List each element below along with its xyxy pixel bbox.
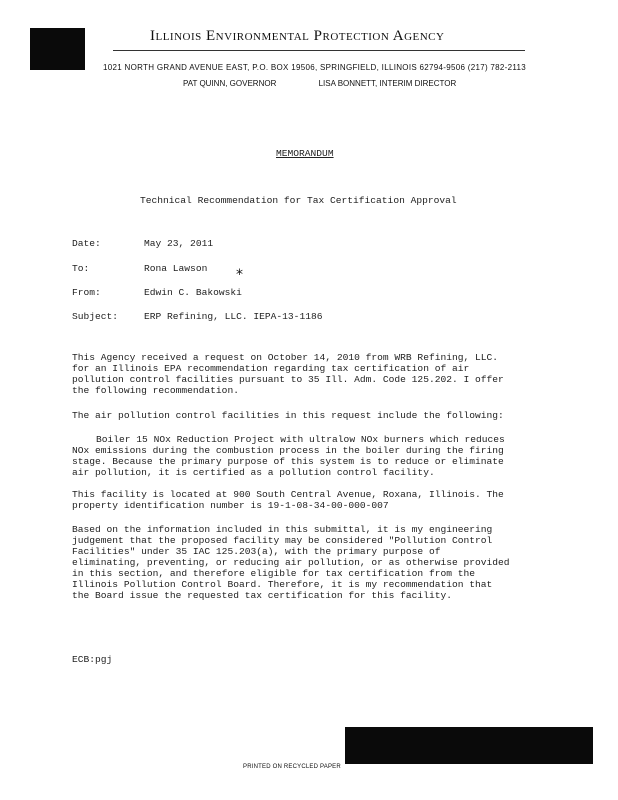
paragraph-recommendation: Based on the information included in this submittal, it is my engineering judgement that the proposed facility may be considered "Pollution Control Facilities" under 35 IAC 125.203(a), with the primary purpose of eliminating, preventing, or reducing air pollution, or as otherwise provided in this section, and therefore eligible for tax certification from the Illinois Pollution Control Board. Therefore, it is my recommendation that the Board issue the requested tax certification for this facility. bbox=[72, 524, 510, 601]
redacted-logo-block bbox=[30, 28, 85, 70]
memo-field-date bbox=[72, 238, 213, 249]
handwritten-mark: * bbox=[236, 267, 243, 283]
field-label: Date: bbox=[72, 238, 101, 249]
memo-field-to bbox=[72, 263, 207, 274]
director-name: LISA BONNETT, INTERIM DIRECTOR bbox=[318, 79, 457, 88]
field-label: Subject: bbox=[72, 311, 119, 322]
memo-subject-title: Technical Recommendation for Tax Certification Approval bbox=[140, 195, 457, 206]
field-value: May 23, 2011 bbox=[144, 238, 214, 249]
paragraph-request: This Agency received a request on October 14, 2010 from WRB Refining, LLC. for an Illinois EPA recommendation regarding tax certification of air pollution control facilities pursuant to 35 Ill. Adm. Code 125.202. I offer the following recommendation. bbox=[72, 352, 504, 396]
paragraph-boiler-project: Boiler 15 NOx Reduction Project with ultralow NOx burners which reduces NOx emissions during the combustion process in the boiler during the firing stage. Because the primary purpose of this system is to reduce or eliminate air pollution, it is certified as a pollution control facility. bbox=[72, 434, 505, 478]
paragraph-location: This facility is located at 900 South Central Avenue, Roxana, Illinois. The property identification number is 19-1-08-34-00-000-007 bbox=[72, 489, 504, 511]
field-value: Rona Lawson bbox=[144, 263, 208, 274]
memo-field-subject bbox=[72, 311, 322, 322]
paragraph-facilities-intro: The air pollution control facilities in this request include the following: bbox=[72, 410, 504, 421]
field-label: From: bbox=[72, 287, 101, 298]
memo-field-from bbox=[72, 287, 242, 298]
recycled-paper-note: PRINTED ON RECYCLED PAPER bbox=[243, 764, 341, 770]
governor-name: PAT QUINN, GOVERNOR bbox=[183, 79, 277, 88]
header-rule bbox=[113, 50, 525, 51]
agency-name: Illinois Environmental Protection Agency bbox=[150, 28, 445, 44]
agency-address: 1021 NORTH GRAND AVENUE EAST, P.O. BOX 19506, SPRINGFIELD, ILLINOIS 62794-9506 (217) 782-2113 bbox=[103, 63, 527, 72]
officials-line bbox=[183, 79, 456, 88]
memo-heading: MEMORANDUM bbox=[276, 148, 334, 159]
field-value: Edwin C. Bakowski bbox=[144, 287, 242, 298]
field-value: ERP Refining, LLC. IEPA-13-1186 bbox=[144, 311, 323, 322]
typist-initials: ECB:pgj bbox=[72, 654, 113, 665]
redaction-box bbox=[345, 727, 593, 764]
field-label: To: bbox=[72, 263, 90, 274]
